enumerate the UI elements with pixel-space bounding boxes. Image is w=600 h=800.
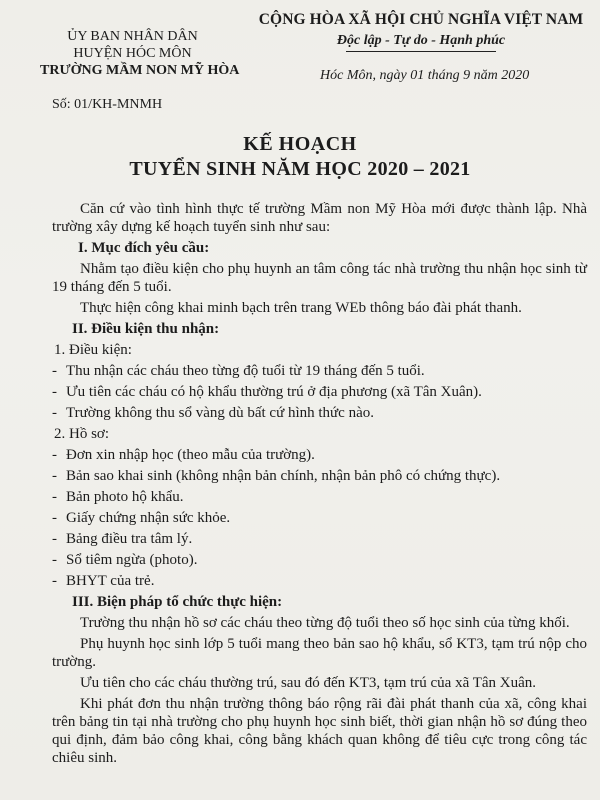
list-item xyxy=(52,467,587,485)
list-item-text: Sổ tiêm ngừa (photo). xyxy=(66,552,198,568)
issuer-school-name: TRƯỜNG MẦM NON MỸ HÒA xyxy=(40,63,240,78)
dash-icon: - xyxy=(52,363,57,379)
section-1-paragraph-2: Thực hiện công khai minh bạch trên trang WEb thông báo đài phát thanh. xyxy=(80,300,522,316)
document-title: KẾ HOẠCH xyxy=(243,133,357,155)
dash-icon: - xyxy=(52,405,57,421)
list-item xyxy=(52,404,587,422)
issuer-block xyxy=(40,28,240,79)
dash-icon: - xyxy=(52,489,57,505)
list-item xyxy=(52,362,587,380)
nation-title: CỘNG HÒA XÃ HỘI CHỦ NGHĨA VIỆT NAM xyxy=(258,11,584,28)
list-item xyxy=(52,530,587,548)
national-motto: Độc lập - Tự do - Hạnh phúc xyxy=(336,33,506,48)
document-number: Số: 01/KH-MNMH xyxy=(52,97,163,112)
motto-underline xyxy=(346,51,496,52)
issuer-line-1: ỦY BAN NHÂN DÂN xyxy=(67,29,198,44)
list-item-text: Trường không thu sổ vàng dù bất cứ hình thức nào. xyxy=(66,405,374,421)
list-item xyxy=(52,572,587,590)
section-3-paragraph-2: Phụ huynh học sinh lớp 5 tuổi mang theo bản sao hộ khẩu, sổ KT3, tạm trú nộp cho trường. xyxy=(52,636,587,670)
document-body xyxy=(52,200,587,770)
list-item xyxy=(52,446,587,464)
section-3-paragraph-4: Khi phát đơn thu nhận trường thông báo rộng rãi đài phát thanh của xã, công khai trên bảng tin tại nhà trường cho phụ huynh học sinh biết, thời gian nhận hồ sơ đúng theo qui định, đảm bảo công khai, công bằng khách quan không để tiêu cực trong công tác chiêu sinh. xyxy=(52,696,587,766)
list-item-text: Thu nhận các cháu theo từng độ tuổi từ 19 tháng đến 5 tuổi. xyxy=(66,363,425,379)
list-item-text: Đơn xin nhập học (theo mẫu của trường). xyxy=(66,447,315,463)
list-item-text: Giấy chứng nhận sức khỏe. xyxy=(66,510,231,526)
document-date: Hóc Môn, ngày 01 tháng 9 năm 2020 xyxy=(320,68,530,83)
list-item-text: Bản photo hộ khẩu. xyxy=(66,489,184,505)
section-1-paragraph-1: Nhằm tạo điều kiện cho phụ huynh an tâm công tác nhà trường thu nhận học sinh từ 19 tháng đến 5 tuổi. xyxy=(52,261,587,295)
list-item-text: Ưu tiên các cháu có hộ khẩu thường trú ở địa phương (xã Tân Xuân). xyxy=(66,384,482,400)
dash-icon: - xyxy=(52,510,57,526)
dash-icon: - xyxy=(52,447,57,463)
section-1-heading: I. Mục đích yêu cầu: xyxy=(78,240,210,256)
dash-icon: - xyxy=(52,384,57,400)
section-3-paragraph-1: Trường thu nhận hồ sơ các cháu theo từng độ tuổi theo số học sinh của từng khối. xyxy=(80,615,570,631)
list-item-text: Bảng điều tra tâm lý. xyxy=(66,531,193,547)
list-item-text: Bản sao khai sinh (không nhận bản chính, nhận bản phô có chứng thực). xyxy=(66,468,501,484)
list-item xyxy=(52,551,587,569)
issuer-line-2: HUYỆN HÓC MÔN xyxy=(73,46,192,61)
intro-paragraph: Căn cứ vào tình hình thực tế trường Mầm non Mỹ Hòa mới được thành lập. Nhà trường xây dựng kế hoạch tuyển sinh như sau: xyxy=(52,201,587,235)
dash-icon: - xyxy=(52,552,57,568)
section-3-heading: III. Biện pháp tổ chức thực hiện: xyxy=(72,594,283,610)
section-2-sub-1: 1. Điều kiện: xyxy=(54,342,132,358)
dash-icon: - xyxy=(52,468,57,484)
list-item xyxy=(52,488,587,506)
national-header xyxy=(256,10,586,52)
list-item xyxy=(52,383,587,401)
list-item-text: BHYT của trẻ. xyxy=(66,573,155,589)
section-2-heading: II. Điều kiện thu nhận: xyxy=(72,321,220,337)
section-2-sub-2: 2. Hồ sơ: xyxy=(54,426,110,442)
section-3-paragraph-3: Ưu tiên cho các cháu thường trú, sau đó đến KT3, tạm trú của xã Tân Xuân. xyxy=(80,675,537,691)
list-item xyxy=(52,509,587,527)
dash-icon: - xyxy=(52,531,57,547)
dash-icon: - xyxy=(52,573,57,589)
document-subtitle: TUYỂN SINH NĂM HỌC 2020 – 2021 xyxy=(129,158,471,180)
